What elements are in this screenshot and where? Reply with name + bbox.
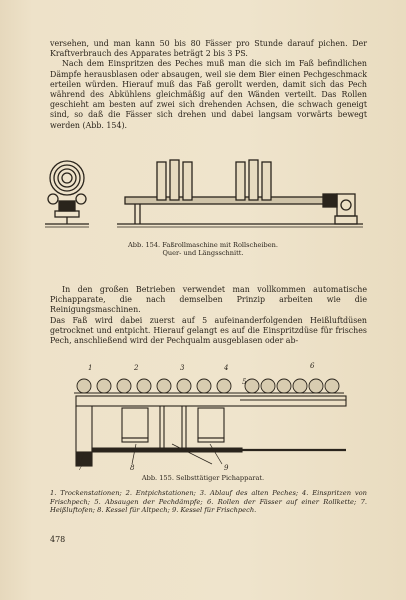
page-number: 478	[50, 535, 66, 544]
figure-label: 8	[130, 464, 135, 472]
figure-label: 5	[242, 378, 247, 386]
barrel-mark	[177, 379, 191, 393]
paragraph: versehen, und man kann 50 bis 80 Fässer pro Stunde darauf pichen. Der Kraftverbrauch des Apparates beträgt 2 bis 3 PS.	[50, 39, 367, 59]
figure-label: 4	[224, 364, 229, 372]
figure-label: 7	[78, 464, 83, 472]
figure-154-caption	[0, 241, 406, 257]
paragraph: In den großen Betrieben verwendet man vollkommen automatische Pichapparate, die nach demselben Prinzip arbeiten wie die Reinigungsmaschinen.	[50, 285, 367, 315]
barrel-mark	[157, 379, 171, 393]
figure-154-drawing	[45, 150, 365, 232]
barrel-mark	[245, 379, 259, 393]
barrel-mark	[277, 379, 291, 393]
barrel-mark	[97, 379, 111, 393]
paragraph: Das Faß wird dabei zuerst auf 5 aufeinanderfolgenden Heißluftdüsen getrocknet und entpicht. Hierauf gelangt es auf die Einspritzdüse für frisches Pech, anschließend wird der Pechqualm ausgeblasen oder ab-	[50, 315, 367, 346]
barrel-mark	[117, 379, 131, 393]
text-block-middle	[50, 285, 367, 346]
barrel-mark	[325, 379, 339, 393]
text-block-top	[50, 39, 367, 131]
barrel-mark	[309, 379, 323, 393]
figure-label: 1	[88, 364, 93, 372]
barrel-mark	[77, 379, 91, 393]
figure-label: 2	[134, 364, 139, 372]
barrel-mark	[137, 379, 151, 393]
figure-label: 6	[310, 362, 315, 370]
barrel-mark	[217, 379, 231, 393]
barrel-mark	[261, 379, 275, 393]
caption-line: Abb. 154. Faßrollmaschine mit Rollscheiben.	[128, 241, 278, 249]
figure-155-legend: 1. Trockenstationen; 2. Entpichstationen; 3. Ablauf des alten Peches; 4. Einspritzen von Frischpech; 5. Absaugen der Pechdämpfe; 6. Rollen der Fässer auf einer Rollkette; 7. Heißluftofen; 8. Kessel für Altpech; 9. Kessel für Frischpech.	[50, 489, 367, 515]
figure-label: 9	[224, 464, 229, 472]
paragraph: Nach dem Einspritzen des Peches muß man die sich im Faß befindlichen Dämpfe herausblasen oder absaugen, weil sie dem Bier einen Pechgeschmack erteilen würden. Hierauf muß das Faß gerollt werden, damit sich das Pech während des Abkühlens gleichmäßig auf den Wänden verteilt. Das Rollen geschieht am besten auf zwei sich drehenden Achsen, die schwach geneigt sind, so daß die Fässer sich drehen und dabei langsam vorwärts bewegt werden (Abb. 154).	[50, 59, 367, 130]
barrel-mark	[197, 379, 211, 393]
figure-155-drawing	[62, 360, 352, 472]
figure-label: 3	[180, 364, 185, 372]
figure-155-caption: Abb. 155. Selbsttätiger Pichapparat.	[141, 474, 265, 482]
barrel-mark	[293, 379, 307, 393]
caption-line: Quer- und Längsschnitt.	[162, 249, 244, 258]
